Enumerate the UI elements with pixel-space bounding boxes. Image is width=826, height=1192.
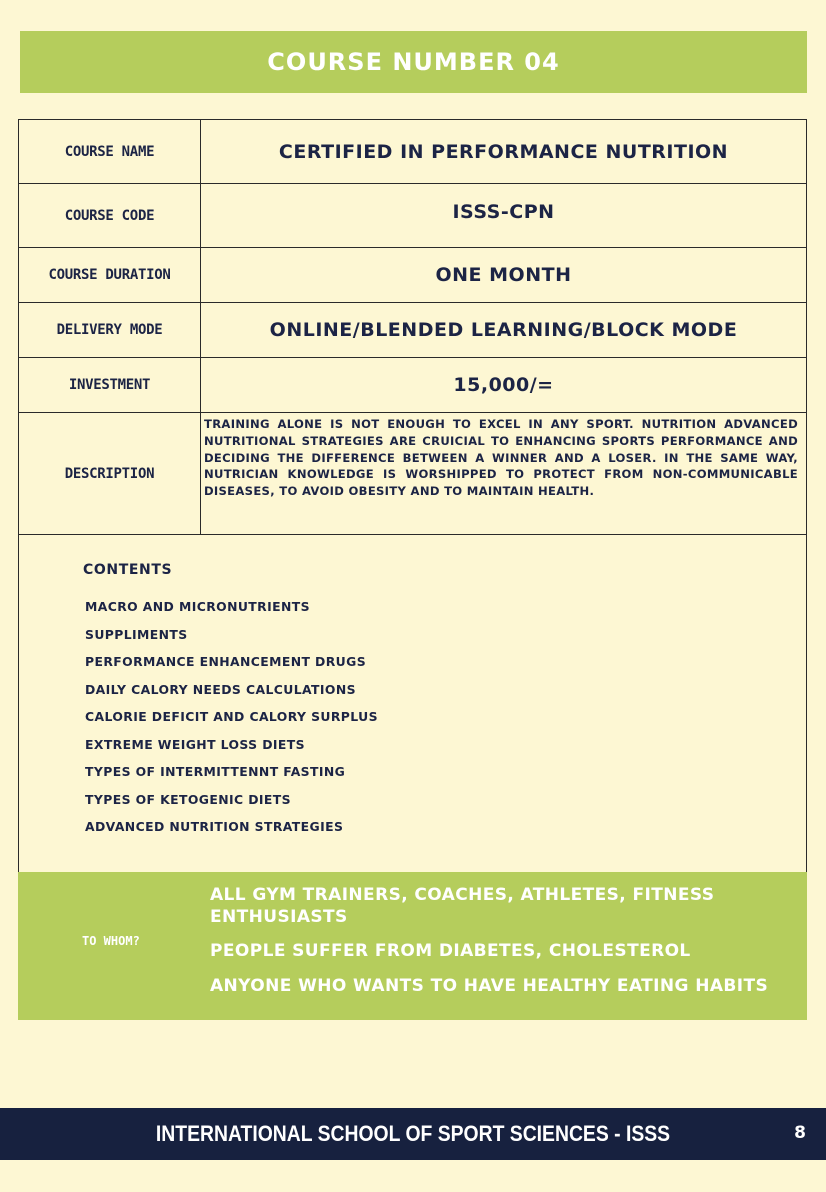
investment-label: INVESTMENT (19, 358, 201, 413)
list-item: CALORIE DEFICIT AND CALORY SURPLUS (85, 709, 378, 724)
list-item: TYPES OF INTERMITTENNT FASTING (85, 764, 346, 779)
list-item: DAILY CALORY NEEDS CALCULATIONS (85, 681, 356, 697)
to-whom-section (18, 872, 807, 1020)
contents-section (18, 534, 807, 872)
table-row-course-duration (19, 248, 807, 303)
course-code-value: ISSS-CPN (201, 184, 807, 248)
course-duration-value: ONE MONTH (201, 248, 807, 303)
course-name-label: COURSE NAME (19, 120, 201, 184)
page-footer (0, 1108, 826, 1160)
course-number-banner (20, 31, 807, 93)
course-duration-label: COURSE DURATION (19, 248, 201, 303)
list-item: ALL GYM TRAINERS, COACHES, ATHLETES, FITNESS ENTHUSIASTS (210, 885, 715, 927)
table-row-investment (19, 358, 807, 413)
page-number: 8 (794, 1123, 806, 1143)
list-item: PEOPLE SUFFER FROM DIABETES, CHOLESTEROL (210, 941, 691, 961)
list-item: TYPES OF KETOGENIC DIETS (85, 791, 291, 807)
list-item: PERFORMANCE ENHANCEMENT DRUGS (85, 654, 367, 669)
table-row-description (19, 413, 807, 535)
contents-heading: CONTENTS (83, 562, 173, 578)
to-whom-list (210, 884, 800, 1009)
contents-list (85, 600, 378, 848)
list-item: EXTREME WEIGHT LOSS DIETS (85, 736, 305, 752)
list-item: ANYONE WHO WANTS TO HAVE HEALTHY EATING HABITS (210, 976, 769, 996)
table-row-course-name (19, 120, 807, 184)
table-row-delivery-mode (19, 303, 807, 358)
description-label: DESCRIPTION (19, 413, 201, 535)
delivery-mode-label: DELIVERY MODE (19, 303, 201, 358)
course-code-label: COURSE CODE (19, 184, 201, 248)
table-row-course-code (19, 184, 807, 248)
course-info-table (18, 119, 807, 535)
course-number-title: COURSE NUMBER 04 (267, 48, 560, 76)
course-name-value: CERTIFIED IN PERFORMANCE NUTRITION (201, 120, 807, 184)
list-item: ADVANCED NUTRITION STRATEGIES (85, 819, 344, 834)
list-item: MACRO AND MICRONUTRIENTS (85, 599, 310, 614)
footer-school-name: INTERNATIONAL SCHOOL OF SPORT SCIENCES - ISSS (155, 1121, 671, 1146)
delivery-mode-value: ONLINE/BLENDED LEARNING/BLOCK MODE (201, 303, 807, 358)
list-item: SUPPLIMENTS (85, 626, 188, 642)
investment-value: 15,000/= (201, 358, 807, 413)
description-text: TRAINING ALONE IS NOT ENOUGH TO EXCEL IN ANY SPORT. NUTRITION ADVANCED NUTRITIONAL STRATEGIES ARE CRUICIAL TO ENHANCING SPORTS PERFORMANCE AND DECIDING THE DIFFERENCE BETWEEN A WINNER AND A LOSER. IN THE SAME WAY, NUTRICIAN KNOWLEDGE IS WORSHIPPED TO PROTECT FROM NON-COMMUNICABLE DISEASES, TO AVOID OBESITY AND TO MAINTAIN HEALTH. (201, 413, 807, 535)
to-whom-label: TO WHOM? (82, 934, 140, 948)
